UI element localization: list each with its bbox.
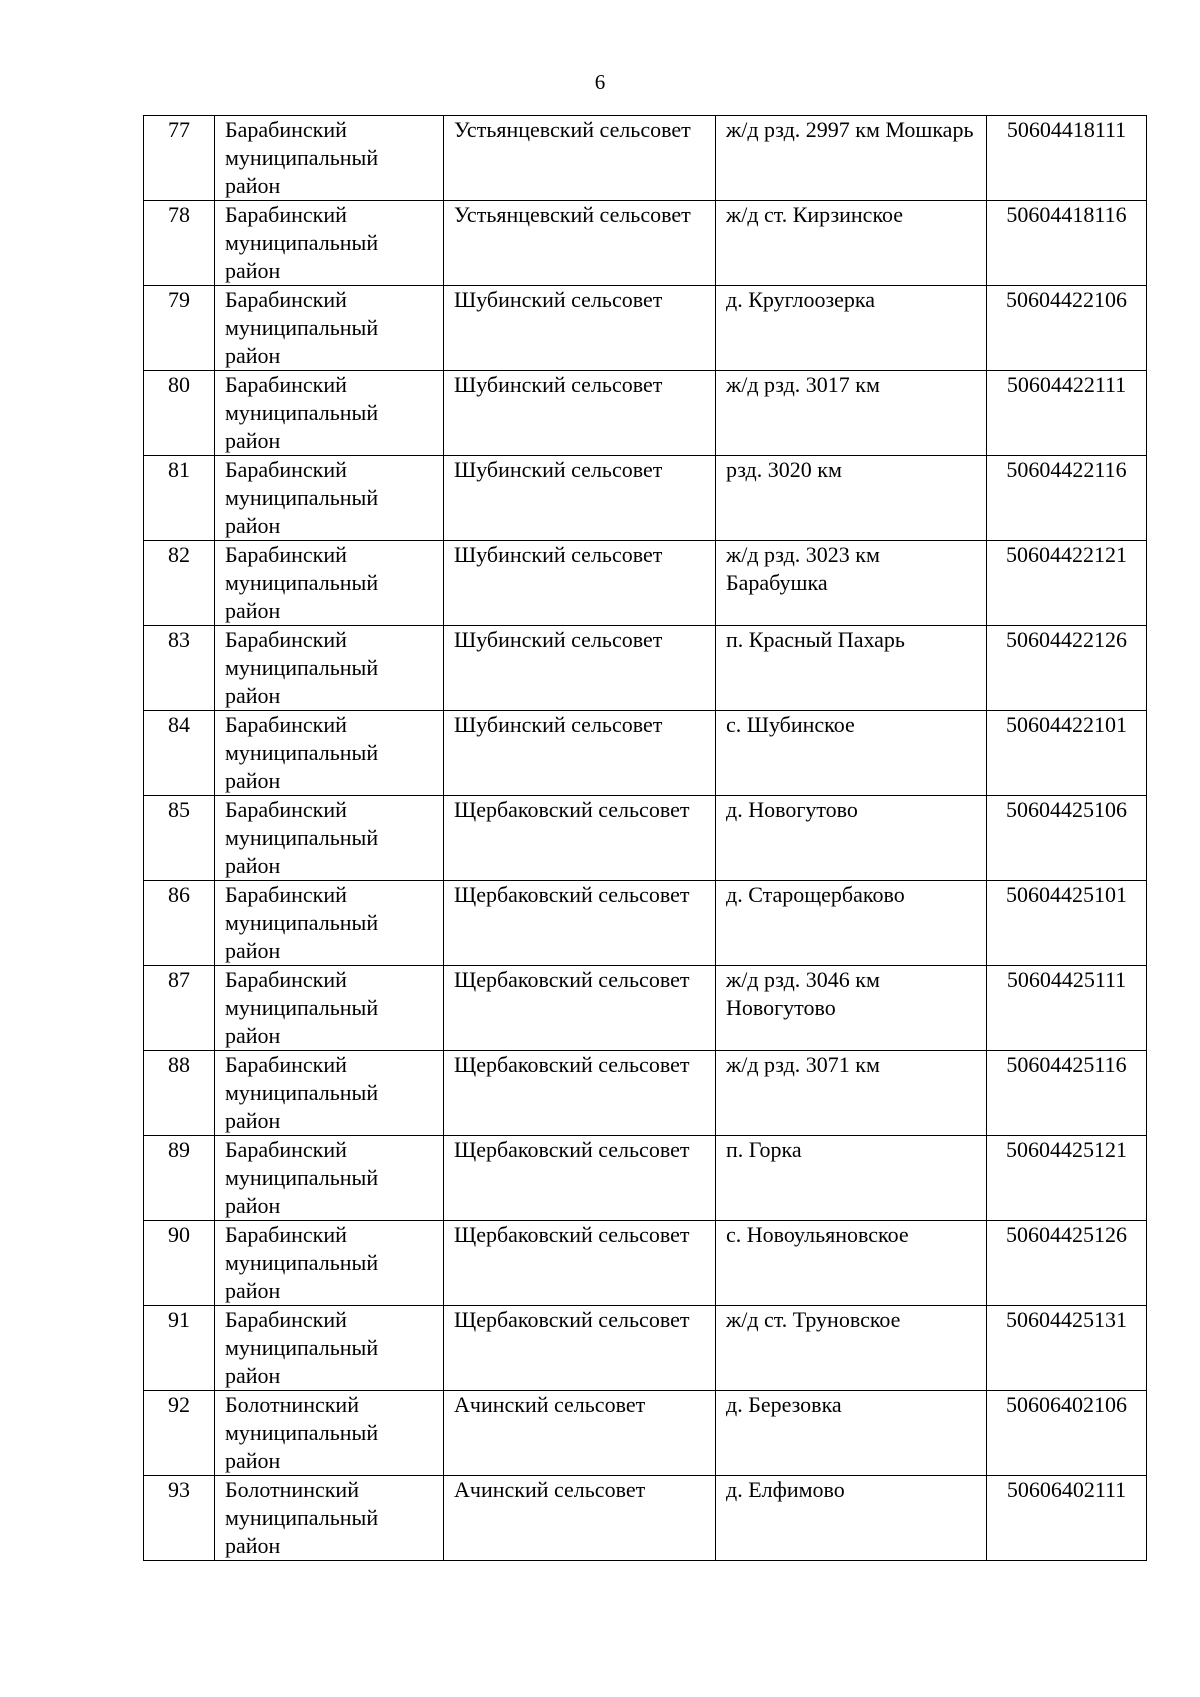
row-number: 80 <box>144 371 215 456</box>
table-row <box>144 541 1147 626</box>
settlement-cell: д. Круглоозерка <box>716 286 987 371</box>
row-number: 91 <box>144 1306 215 1391</box>
oktmo-code-cell: 50604422121 <box>987 541 1147 626</box>
settlement-cell: с. Шубинское <box>716 711 987 796</box>
oktmo-code-cell: 50604425101 <box>987 881 1147 966</box>
settlement-cell: ж/д ст. Труновское <box>716 1306 987 1391</box>
council-cell: Щербаковский сельсовет <box>444 1051 716 1136</box>
council-cell: Ачинский сельсовет <box>444 1476 716 1561</box>
table-row <box>144 1306 1147 1391</box>
oktmo-code-cell: 50606402111 <box>987 1476 1147 1561</box>
row-number: 85 <box>144 796 215 881</box>
council-cell: Ачинский сельсовет <box>444 1391 716 1476</box>
table-row <box>144 116 1147 201</box>
district-cell: Барабинский муниципальный район <box>215 966 444 1051</box>
table-row <box>144 1051 1147 1136</box>
table-row <box>144 626 1147 711</box>
table-row <box>144 966 1147 1051</box>
row-number: 93 <box>144 1476 215 1561</box>
oktmo-code-cell: 50606402106 <box>987 1391 1147 1476</box>
table-body <box>144 116 1147 1561</box>
oktmo-code-cell: 50604425121 <box>987 1136 1147 1221</box>
settlements-table <box>143 115 1147 1561</box>
settlement-cell: ж/д рзд. 3023 км Барабушка <box>716 541 987 626</box>
council-cell: Щербаковский сельсовет <box>444 966 716 1051</box>
row-number: 81 <box>144 456 215 541</box>
settlement-cell: ж/д ст. Кирзинское <box>716 201 987 286</box>
oktmo-code-cell: 50604422106 <box>987 286 1147 371</box>
settlement-cell: п. Горка <box>716 1136 987 1221</box>
oktmo-code-cell: 50604422101 <box>987 711 1147 796</box>
district-cell: Барабинский муниципальный район <box>215 116 444 201</box>
table-row <box>144 711 1147 796</box>
settlement-cell: п. Красный Пахарь <box>716 626 987 711</box>
district-cell: Барабинский муниципальный район <box>215 1221 444 1306</box>
council-cell: Шубинский сельсовет <box>444 456 716 541</box>
district-cell: Барабинский муниципальный район <box>215 541 444 626</box>
settlement-cell: ж/д рзд. 2997 км Мошкарь <box>716 116 987 201</box>
oktmo-code-cell: 50604425106 <box>987 796 1147 881</box>
settlement-cell: д. Березовка <box>716 1391 987 1476</box>
oktmo-code-cell: 50604425116 <box>987 1051 1147 1136</box>
settlement-cell: ж/д рзд. 3017 км <box>716 371 987 456</box>
row-number: 86 <box>144 881 215 966</box>
table-row <box>144 1136 1147 1221</box>
row-number: 88 <box>144 1051 215 1136</box>
settlement-cell: ж/д рзд. 3046 км Новогутово <box>716 966 987 1051</box>
table-row <box>144 1476 1147 1561</box>
district-cell: Барабинский муниципальный район <box>215 286 444 371</box>
district-cell: Барабинский муниципальный район <box>215 1306 444 1391</box>
row-number: 79 <box>144 286 215 371</box>
district-cell: Барабинский муниципальный район <box>215 626 444 711</box>
council-cell: Шубинский сельсовет <box>444 626 716 711</box>
oktmo-code-cell: 50604418116 <box>987 201 1147 286</box>
district-cell: Барабинский муниципальный район <box>215 881 444 966</box>
council-cell: Шубинский сельсовет <box>444 286 716 371</box>
district-cell: Барабинский муниципальный район <box>215 456 444 541</box>
council-cell: Щербаковский сельсовет <box>444 881 716 966</box>
settlement-cell: д. Старощербаково <box>716 881 987 966</box>
council-cell: Щербаковский сельсовет <box>444 1136 716 1221</box>
row-number: 87 <box>144 966 215 1051</box>
district-cell: Барабинский муниципальный район <box>215 1136 444 1221</box>
oktmo-code-cell: 50604422116 <box>987 456 1147 541</box>
council-cell: Щербаковский сельсовет <box>444 1221 716 1306</box>
row-number: 77 <box>144 116 215 201</box>
table-row <box>144 1221 1147 1306</box>
row-number: 83 <box>144 626 215 711</box>
oktmo-code-cell: 50604425111 <box>987 966 1147 1051</box>
table-row <box>144 881 1147 966</box>
table-row <box>144 796 1147 881</box>
table-row <box>144 286 1147 371</box>
settlement-cell: рзд. 3020 км <box>716 456 987 541</box>
council-cell: Щербаковский сельсовет <box>444 1306 716 1391</box>
council-cell: Шубинский сельсовет <box>444 541 716 626</box>
row-number: 92 <box>144 1391 215 1476</box>
oktmo-code-cell: 50604418111 <box>987 116 1147 201</box>
oktmo-code-cell: 50604425126 <box>987 1221 1147 1306</box>
district-cell: Барабинский муниципальный район <box>215 796 444 881</box>
table-row <box>144 1391 1147 1476</box>
row-number: 78 <box>144 201 215 286</box>
page-number: 6 <box>594 70 606 94</box>
table-row <box>144 371 1147 456</box>
council-cell: Шубинский сельсовет <box>444 371 716 456</box>
settlement-cell: ж/д рзд. 3071 км <box>716 1051 987 1136</box>
oktmo-code-cell: 50604422126 <box>987 626 1147 711</box>
table-row <box>144 456 1147 541</box>
council-cell: Устьянцевский сельсовет <box>444 201 716 286</box>
settlement-cell: с. Новоульяновское <box>716 1221 987 1306</box>
district-cell: Барабинский муниципальный район <box>215 711 444 796</box>
row-number: 82 <box>144 541 215 626</box>
row-number: 89 <box>144 1136 215 1221</box>
district-cell: Болотнинский муниципальный район <box>215 1391 444 1476</box>
row-number: 90 <box>144 1221 215 1306</box>
council-cell: Щербаковский сельсовет <box>444 796 716 881</box>
district-cell: Барабинский муниципальный район <box>215 371 444 456</box>
district-cell: Болотнинский муниципальный район <box>215 1476 444 1561</box>
settlement-cell: д. Елфимово <box>716 1476 987 1561</box>
settlement-cell: д. Новогутово <box>716 796 987 881</box>
table-row <box>144 201 1147 286</box>
oktmo-code-cell: 50604425131 <box>987 1306 1147 1391</box>
council-cell: Устьянцевский сельсовет <box>444 116 716 201</box>
district-cell: Барабинский муниципальный район <box>215 201 444 286</box>
district-cell: Барабинский муниципальный район <box>215 1051 444 1136</box>
row-number: 84 <box>144 711 215 796</box>
council-cell: Шубинский сельсовет <box>444 711 716 796</box>
oktmo-code-cell: 50604422111 <box>987 371 1147 456</box>
